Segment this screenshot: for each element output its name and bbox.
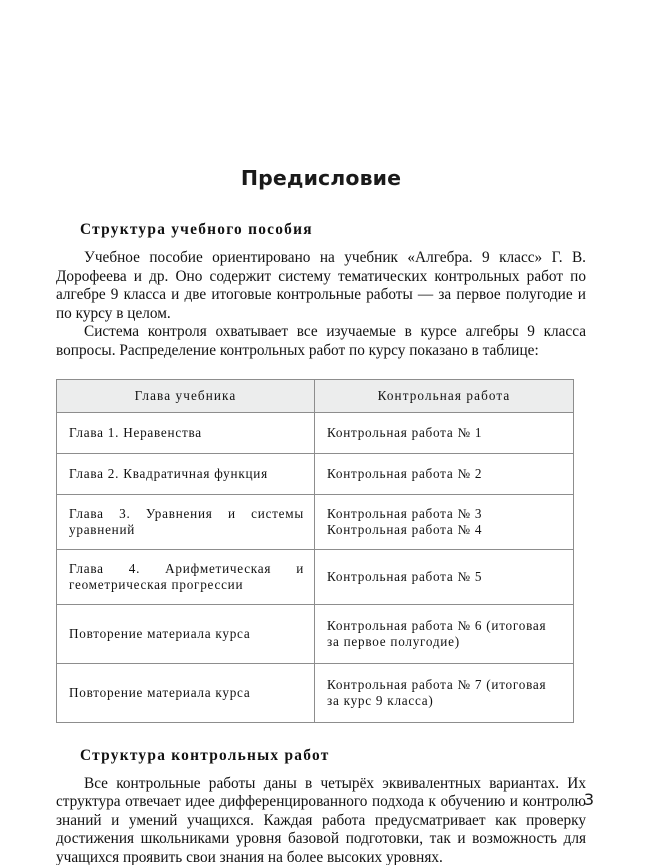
column-header-chapter: Глава учебника — [57, 379, 315, 412]
table-row — [57, 663, 574, 722]
cell-line: за первое полугодие) — [327, 633, 460, 649]
cell-line: за курс 9 класса) — [327, 692, 434, 708]
table-row — [57, 412, 574, 453]
course-distribution-table — [56, 379, 574, 723]
paragraph-control-system — [56, 323, 586, 360]
cell-chapter: Глава 4. Арифметическая и геометрическая прогрессии — [57, 549, 315, 604]
table-head — [57, 379, 574, 412]
cell-control-work — [315, 494, 574, 549]
cell-line: Контрольная работа № 7 (итоговая — [327, 677, 547, 693]
section-heading-structure-of-control-works: Структура контрольных работ — [80, 746, 330, 764]
cell-line: Контрольная работа № 6 (итоговая — [327, 618, 547, 634]
course-table-wrapper — [56, 361, 586, 723]
cell-line: Контрольная работа № 4 — [327, 521, 483, 537]
paragraph-text: Система контроля охватывает все изучаемые в курсе алгебры 9 класса вопросы. Распределение контрольных работ по курсу показано в таблице: — [56, 323, 586, 359]
table-header-row — [57, 379, 574, 412]
cell-line: Контрольная работа № 1 — [327, 424, 483, 440]
paragraph-manual-orientation — [56, 239, 586, 323]
page-number: 3 — [583, 790, 594, 809]
column-header-control-work: Контрольная работа — [315, 379, 574, 412]
section-heading-structure-of-manual: Структура учебного пособия — [80, 221, 313, 238]
cell-chapter: Глава 3. Уравнения и системы уравнений — [57, 494, 315, 549]
table-row — [57, 549, 574, 604]
paragraph-text: Все контрольные работы даны в четырёх эквивалентных вариантах. Их структура отвечает идее дифференцированного подхода к обучению и контролю знаний и умений учащихся. Каждая работа предусматривает как проверку достижения школьниками уровня базовой подготовки, так и возможность для учащихся проявить свои знания на более высоких уровнях. — [56, 774, 586, 865]
table-row — [57, 604, 574, 663]
cell-line: Контрольная работа № 2 — [327, 465, 483, 481]
paragraph-control-works-description — [56, 765, 586, 865]
page-content — [56, 0, 586, 865]
table-body — [57, 412, 574, 722]
table-row — [57, 494, 574, 549]
cell-chapter: Глава 2. Квадратичная функция — [57, 453, 315, 494]
cell-control-work — [315, 412, 574, 453]
cell-control-work — [315, 604, 574, 663]
page-title: Предисловие — [240, 166, 402, 190]
table-row — [57, 453, 574, 494]
cell-chapter: Глава 1. Неравенства — [57, 412, 315, 453]
cell-control-work — [315, 549, 574, 604]
cell-control-work — [315, 663, 574, 722]
cell-line: Контрольная работа № 3 — [327, 506, 483, 522]
cell-control-work — [315, 453, 574, 494]
cell-chapter: Повторение материала курса — [57, 604, 315, 663]
cell-line: Контрольная работа № 5 — [327, 568, 483, 584]
paragraph-text: Учебное пособие ориентировано на учебник «Алгебра. 9 класс» Г. В. Дорофеева и др. Оно содержит систему тематических контрольных работ по алгебре 9 класса и две итоговые контрольные работы — за первое полугодие и по курсу в целом. — [56, 249, 586, 322]
cell-chapter: Повторение материала курса — [57, 663, 315, 722]
